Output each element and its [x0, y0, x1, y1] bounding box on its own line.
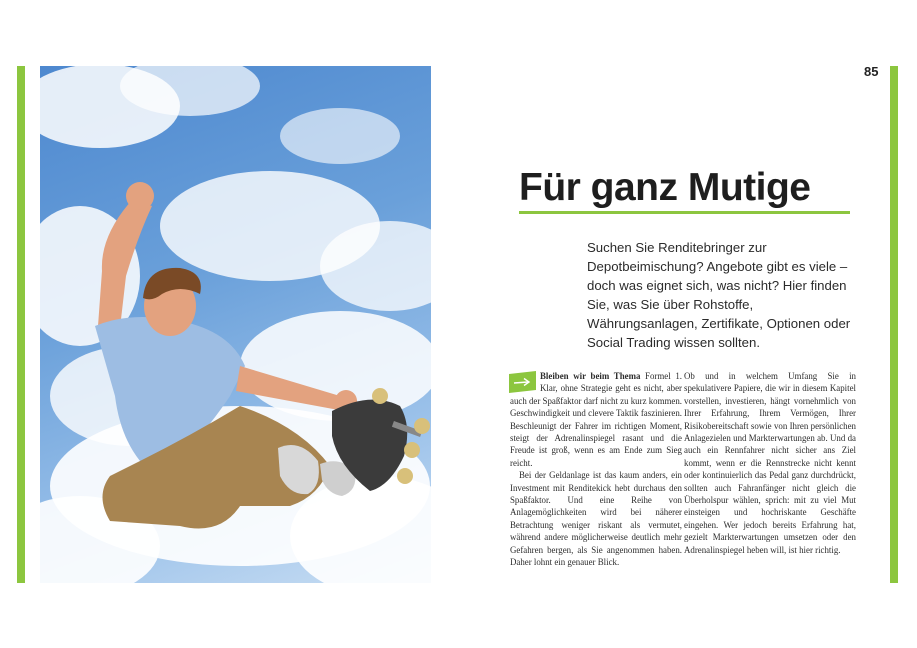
title-underline — [519, 211, 850, 214]
arrow-right-icon — [509, 371, 536, 393]
right-accent-bar — [890, 66, 898, 583]
body-column-2 — [684, 370, 856, 556]
article-title: Für ganz Mutige — [519, 166, 811, 209]
column-1-paragraph-1-text: Formel 1. Klar, ohne Strategie geht es nicht, aber auch der Spaßfaktor darf nicht zu kurz kommen. Geschwindigkeit und clevere Taktik faszinieren. Beschleunigt der Fahrer im richtigen Moment, steigt der Adrenalinspiegel rasant und die Freude ist groß, wenn es am Ende zum Sieg reicht. — [510, 371, 683, 468]
lead-in-text: Bleiben wir beim Thema — [540, 371, 641, 381]
left-accent-bar — [17, 66, 25, 583]
column-1-paragraph-1 — [510, 370, 682, 469]
column-1-paragraph-2: Bei der Geldanlage ist das kaum anders, ein Investment mit Renditekick hebt durchaus den Spaßfaktor. Und eine Reihe von Anlagemöglichkeiten wird bei näherer Betrachtung weniger riskant als vermutet, während andere möglicherweise deutlich mehr Gefahren bergen, als Sie angenommen haben. Daher lohnt ein genauer Blick. — [510, 470, 682, 568]
page-number: 85 — [864, 64, 879, 79]
body-column-1 — [510, 370, 682, 569]
article-lead: Suchen Sie Renditebringer zur Depotbeimischung? Angebote gibt es viele – doch was eignet sich, was nicht? Hier finden Sie, was Sie über Rohstoffe, Währungsanlagen, Zertifikate, Optionen oder Social Trading wissen sollten. — [587, 240, 851, 350]
column-2-paragraph-1: Ob und in welchem Umfang Sie in spekulativere Papiere, die wir in diesem Kapitel vorstellen, investieren, hängt vornehmlich von Ihrer Erfahrung, Ihrem Vermögen, Ihrer Risikobereitschaft sowie von Ihren persönlichen Anlagezielen und Markterwartungen ab. Und da auch ein Rennfahrer nicht sicher ans Ziel kommt, wenn er die Rennstrecke nicht kennt oder kontinuierlich das Pedal ganz durchdrückt, sollten auch Fahranfänger nicht gleich die Überholspur wählen, sprich: mit zu viel Mut einsteigen und hochriskante Geschäfte eingehen. Wer jedoch bereits Erfahrung hat, gezielt Markterwartungen umsetzen oder den Adrenalinspiegel heben will, ist hier richtig. — [684, 371, 856, 555]
skateboarder-photo — [40, 66, 431, 583]
